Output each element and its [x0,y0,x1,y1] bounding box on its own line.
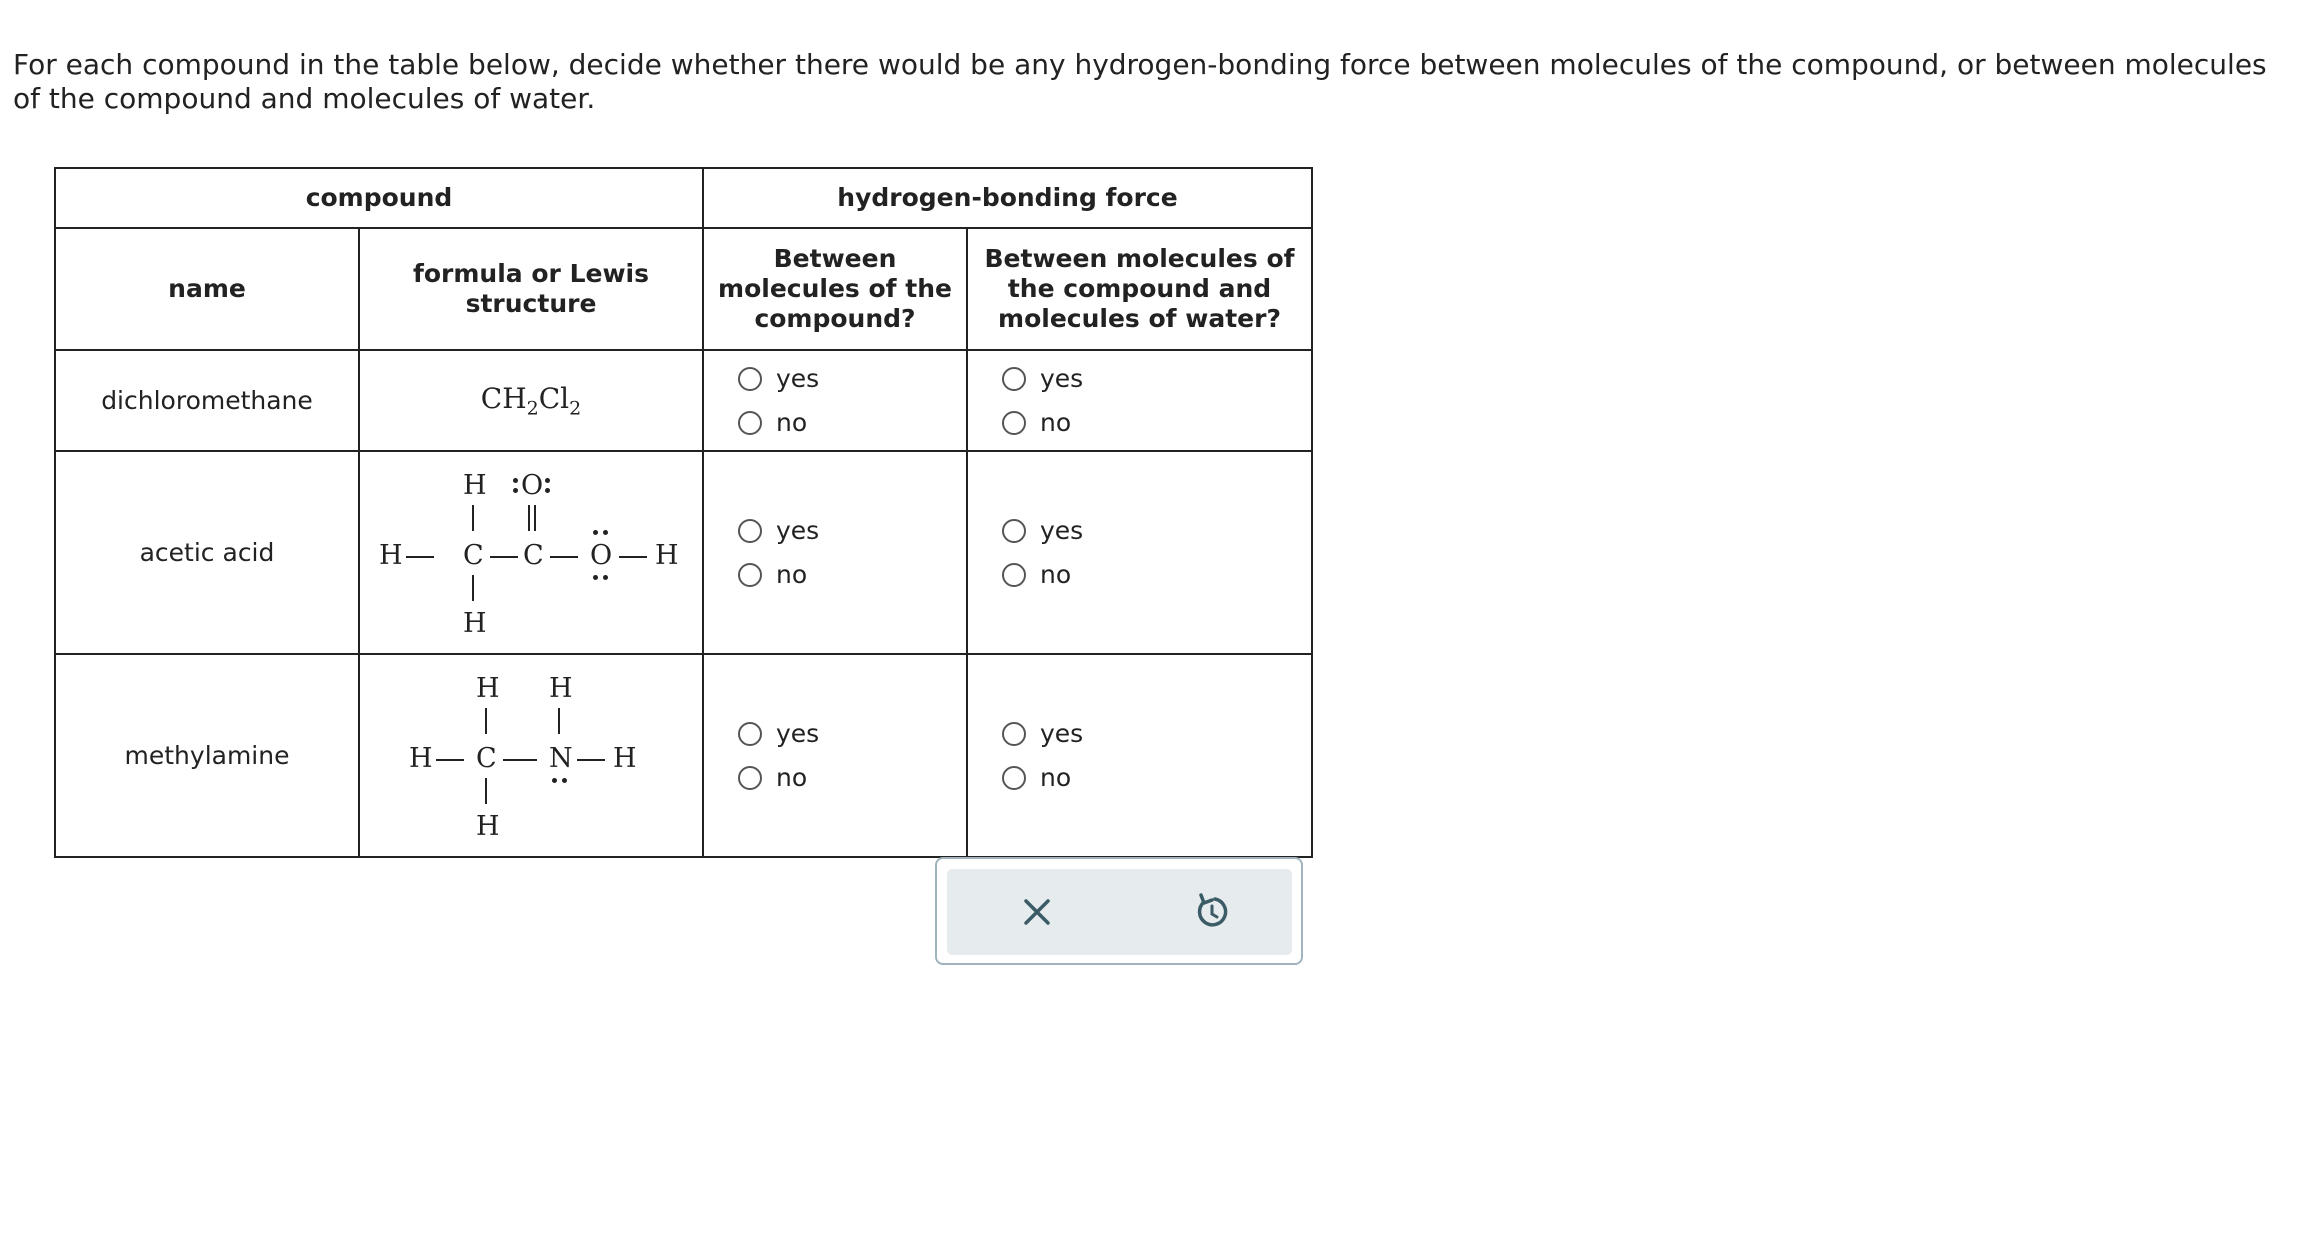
question-text: For each compound in the table below, decide whether there would be any hydrogen-bonding force between molecules of the compound, or between molecules of the compound and molecules of water. [13,48,2267,115]
radio-button[interactable] [1002,411,1026,435]
undo-icon [1187,887,1237,937]
radio-option-no[interactable]: no [738,756,966,800]
radio-button[interactable] [738,367,762,391]
lewis-structure-acetic-acid: H O H C C O H H [379,469,679,639]
radio-button[interactable] [1002,766,1026,790]
lewis-structure-methylamine: H H H C N H H [409,672,637,842]
header-compound: compound [55,168,703,228]
radio-button[interactable] [1002,519,1026,543]
close-icon [1012,887,1062,937]
radio-option-yes[interactable]: yes [738,357,966,401]
lewis-structure-cell [359,654,703,857]
radio-group-between-compound [703,451,967,654]
radio-option-no[interactable]: no [1002,553,1311,597]
radio-option-yes[interactable]: yes [738,712,966,756]
formula-cell [359,350,703,451]
undo-button[interactable] [1187,887,1237,937]
radio-option-no[interactable]: no [1002,756,1311,800]
radio-button[interactable] [738,766,762,790]
radio-option-yes[interactable]: yes [1002,712,1311,756]
radio-group-between-water [967,350,1312,451]
radio-button[interactable] [738,563,762,587]
hydrogen-bonding-table [54,167,1313,858]
radio-group-between-compound [703,654,967,857]
radio-button[interactable] [1002,367,1026,391]
radio-button[interactable] [738,519,762,543]
answer-toolbar [935,857,1303,965]
radio-button[interactable] [1002,722,1026,746]
compound-name: dichloromethane [55,350,359,451]
radio-group-between-water [967,451,1312,654]
radio-button[interactable] [738,411,762,435]
toolbar-panel [947,869,1292,955]
lewis-structure-cell [359,451,703,654]
column-between-water: Between molecules of the compound and molecules of water? [967,228,1312,350]
radio-button[interactable] [738,722,762,746]
radio-option-no[interactable]: no [738,401,966,445]
clear-button[interactable] [1012,887,1062,937]
radio-group-between-water [967,654,1312,857]
radio-option-yes[interactable]: yes [738,509,966,553]
column-name: name [55,228,359,350]
radio-group-between-compound [703,350,967,451]
column-between-compound: Between molecules of the compound? [703,228,967,350]
radio-option-no[interactable]: no [1002,401,1311,445]
compound-name: methylamine [55,654,359,857]
table-row [55,654,1312,857]
chemical-formula: $CH_2Cl_2$ [480,381,582,420]
header-hydrogen-bonding-force: hydrogen-bonding force [703,168,1312,228]
compound-name: acetic acid [55,451,359,654]
column-formula: formula or Lewis structure [359,228,703,350]
radio-option-yes[interactable]: yes [1002,509,1311,553]
radio-option-no[interactable]: no [738,553,966,597]
radio-button[interactable] [1002,563,1026,587]
radio-option-yes[interactable]: yes [1002,357,1311,401]
table-row [55,350,1312,451]
table-row [55,451,1312,654]
